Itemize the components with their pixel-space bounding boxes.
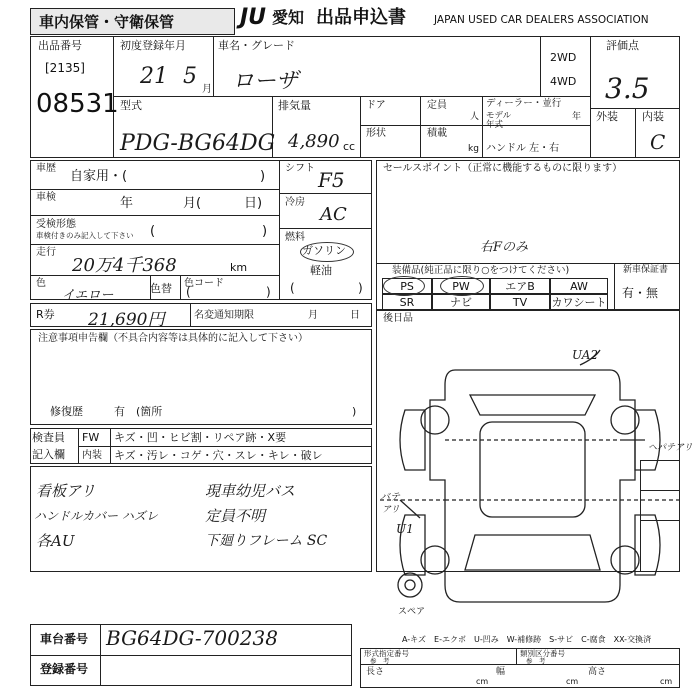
shift-value: F5 [318,168,345,192]
height-unit: cm [660,677,673,686]
model-name-label: 車名・グレード [218,39,295,52]
color-code-close: ) [266,285,271,299]
inspection-note: 車検付きのみ記入して下さい [36,231,134,240]
equip-ps-label: PS [400,280,414,293]
color-label: 色 [36,278,46,289]
displacement-label: 排気量 [278,99,311,112]
class-number-label: 類別区分番号 [520,649,565,658]
equip-sr-label: SR [399,296,415,309]
diagram-left-note-2: アリ [382,505,400,515]
interior-grade: C [650,130,666,154]
mileage-unit: km [230,261,248,274]
handle-label: ハンドル 左・右 [486,143,560,154]
height-label: 高さ [588,667,607,677]
drive-2wd: 2WD [550,51,577,64]
equip-airbag [490,278,550,294]
association-name: JAPAN USED CAR DEALERS ASSOCIATION [434,14,649,26]
equip-sr [382,294,432,310]
inspector-label-2: 記入欄 [32,448,65,461]
car-diagram [380,340,680,620]
width-unit: cm [566,677,579,686]
equipment-label: 装備品(純正品に限り○をつけてください) [392,265,570,276]
color-code-label: 色コード [184,278,224,289]
ps-circle [383,276,425,296]
note-2: ハンドルカバー ハズレ [34,509,158,523]
load-label: 積載 [427,128,447,139]
notice-month: 月 [308,310,318,321]
grade-label: 評価点 [606,39,639,52]
diagram-spare-label: スペア [398,607,426,617]
equip-navi [432,294,490,310]
equip-airbag-label: エアB [505,280,535,293]
storage-label: 車内保管・守衛保管 [39,13,175,31]
dealer-label: ディーラー・並行 [486,98,562,109]
grade-value: 3.5 [605,72,650,105]
history-label: 車歴 [36,163,56,174]
diagram-right-note: ヘパテアリ [648,443,693,453]
inspection-open: ( [150,224,156,239]
fuel-close: ) [358,281,363,295]
diagram-top-mark: UA2 [572,348,599,362]
equip-aw [550,278,608,294]
model-code-value: PDG-BG64DG [120,131,276,156]
lot-sub: [2135] [45,61,85,75]
length-label: 長さ [366,667,385,677]
storage-label-box [30,8,235,35]
fuel-gas: ガソリン [302,244,346,257]
shift-label: シフト [285,163,315,174]
repair-value: 有 (箇所 [114,405,163,418]
pw-circle [440,276,484,296]
note-1: 看板アリ [36,482,96,500]
class-number-ref: 参 考 [526,657,546,665]
shaken-label: 車検 [36,192,56,203]
equip-navi-label: ナビ [450,296,472,309]
equip-leather-label: カワシート [551,296,607,309]
inspector-interior-items: キズ・汚レ・コゲ・穴・スレ・キレ・破レ [114,449,323,462]
chassis-label: 車台番号 [40,632,89,646]
recycle-label: R券 [36,308,55,321]
chassis-value: BG64DG-700238 [106,626,278,650]
caution-label: 注意事項申告欄（不具合内容等は具体的に記入して下さい） [38,333,308,344]
model-name-value: ローザ [232,69,299,94]
history-close: ) [260,169,266,184]
equip-tv-label: TV [512,296,528,309]
note-3: 各AU [36,532,75,550]
diagram-left-mark: U1 [396,522,414,536]
drive-4wd: 4WD [550,75,577,88]
fuel-diesel: 軽油 [310,264,332,277]
kg-unit: kg [468,144,479,154]
inspector-fw-items: キズ・凹・ヒビ割・リペア跡・X要 [114,431,287,444]
history-value: 自家用・( [70,169,128,184]
length-unit: cm [476,677,489,686]
interior-label: 内装 [642,110,664,123]
width-label: 幅 [496,667,506,677]
color-change-label: 色替 [150,282,172,295]
inspector-label-1: 検査員 [32,431,65,444]
equipment-annotation: 右Fのみ [480,240,529,255]
form-number-label: 形式指定番号 [364,649,409,658]
first-reg-month-unit: 月 [202,84,212,95]
capacity-label: 定員 [427,100,447,111]
color-value: イエロー [62,288,114,303]
shaken-day: 日) [244,196,263,211]
form-title: 出品申込書 [316,7,406,28]
notice-label: 名変通知期限 [194,310,254,321]
new-warranty-value: 有・無 [622,286,659,300]
repair-label: 修復歴 [50,405,83,418]
mileage-label: 走行 [36,247,56,258]
notice-day: 日 [350,310,360,321]
first-reg-year: 21 [140,64,168,89]
model-year-label: モデル年式 [486,111,512,131]
diagram-left-note-1: バテ [380,492,400,503]
fuel-circle [300,242,354,262]
post-notice-label: 後日品 [383,313,413,324]
lot-label: 出品番号 [38,39,82,52]
mileage-value: 20万4千368 [72,255,177,276]
form-number-ref: 参 考 [370,657,390,665]
model-code-label: 型式 [120,99,142,112]
person-unit: 人 [470,112,480,122]
inspector-interior: 内装 [82,450,102,461]
repair-close: ) [352,405,357,418]
equip-aw-label: AW [570,280,588,293]
logo-mark: JU [240,5,267,30]
lot-number: 08531 [36,89,119,119]
inspection-close: ) [262,224,268,239]
door-label: ドア [366,100,386,111]
equip-tv [490,294,550,310]
color-code-open: ( [186,285,191,299]
inspection-label: 受検形態 [36,219,76,230]
fuel-label: 燃料 [285,232,305,243]
cc-unit: cc [343,140,356,153]
first-reg-month: 5 [183,64,197,89]
displacement-value: 4,890 [288,131,340,152]
new-warranty-label: 新車保証書 [623,265,669,275]
model-year-unit: 年 [572,112,582,122]
shaken-month: 月( [183,196,202,211]
equip-leather [550,294,608,310]
sales-point-label: セールスポイント（正常に機能するものに限ります） [383,163,623,174]
shape-label: 形状 [366,128,386,139]
recycle-value: 21,690円 [88,310,165,330]
shaken-year: 年 [120,196,134,211]
org-name: 愛知 [272,8,305,27]
note-6: 下廻りフレーム SC [205,533,328,549]
note-4: 現車幼児バス [205,482,296,500]
registration-label: 登録番号 [40,662,89,676]
damage-legend: A-キズ E-エクボ U-凹み W-補修跡 S-サビ C-腐食 XX-交換済 [402,635,652,644]
ac-value: AC [320,204,347,225]
note-5: 定員不明 [205,507,266,525]
first-reg-label: 初度登録年月 [120,39,186,52]
equip-pw-label: PW [452,280,470,293]
inspector-fw: FW [82,431,100,444]
fuel-open: ( [290,281,295,295]
exterior-label: 外装 [596,110,618,123]
ac-label: 冷房 [285,197,305,208]
